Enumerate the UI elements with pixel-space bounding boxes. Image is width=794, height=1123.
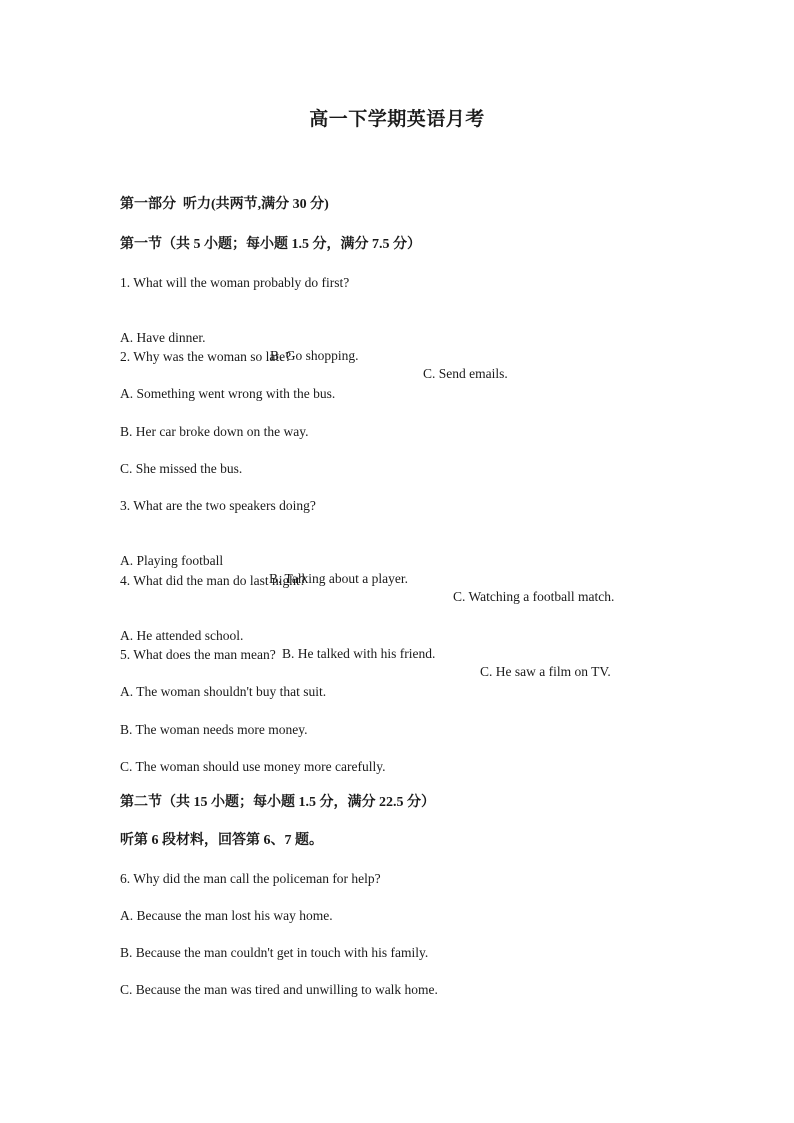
q5-stem: 5. What does the man mean? [120,647,276,662]
q6-option-c: C. Because the man was tired and unwilling to walk home. [120,982,438,997]
q1-option-b: B. Go shopping. [270,348,359,363]
q2-stem: 2. Why was the woman so late? [120,349,292,364]
q3-option-b: B. Talking about a player. [269,571,409,586]
section1-heading: 第一节（共 5 小题；每小题 1.5 分，满分 7.5 分） [120,237,421,252]
q2-option-c: C. She missed the bus. [120,461,243,476]
q5-option-b: B. The woman needs more money. [120,722,308,737]
q6-option-b: B. Because the man couldn't get in touch with his family. [120,945,429,960]
q1-option-c: C. Send emails. [423,366,508,381]
q6-option-a: A. Because the man lost his way home. [120,908,333,923]
q5-option-a: A. The woman shouldn't buy that suit. [120,684,327,699]
q1-stem: 1. What will the woman probably do first? [120,275,350,290]
section2-heading: 第二节（共 15 小题；每小题 1.5 分，满分 22.5 分） [120,795,435,810]
q2-option-a: A. Something went wrong with the bus. [120,386,336,401]
q6-stem: 6. Why did the man call the policeman for help? [120,871,381,886]
q4-option-c: C. He saw a film on TV. [480,664,611,679]
q2-option-b: B. Her car broke down on the way. [120,424,309,439]
q3-stem: 3. What are the two speakers doing? [120,498,316,513]
q4-option-a: A. He attended school. [120,628,244,643]
q4-option-b: B. He talked with his friend. [282,646,436,661]
q3-option-c: C. Watching a football match. [453,589,615,604]
q5-option-c: C. The woman should use money more carefully. [120,759,386,774]
page-title: 高一下学期英语月考 [309,109,485,130]
material6-heading: 听第 6 段材料，回答第 6、7 题。 [120,833,323,848]
q4-stem: 4. What did the man do last night? [120,573,306,588]
q3-option-a: A. Playing football [120,553,224,568]
part1-heading: 第一部分 听力(共两节,满分 30 分) [120,197,329,212]
q1-option-a: A. Have dinner. [120,330,206,345]
